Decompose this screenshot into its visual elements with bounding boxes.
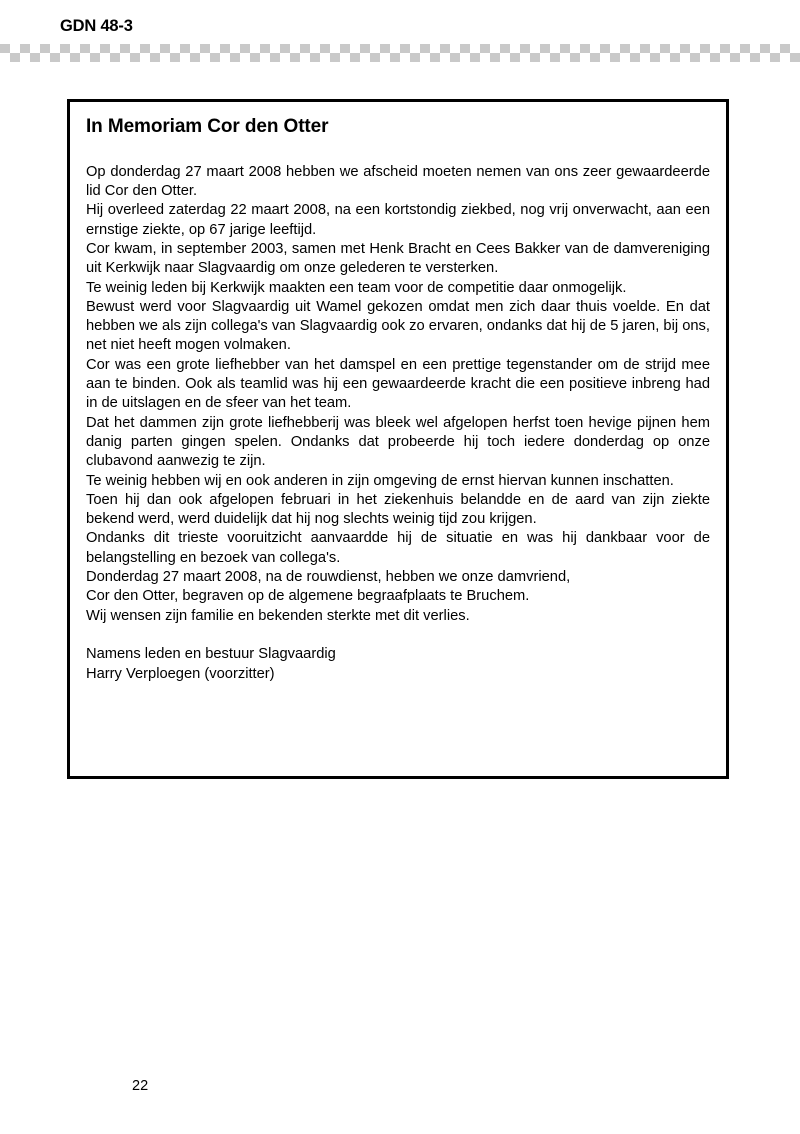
checkerboard-rule-icon (0, 44, 800, 62)
checker-row-bottom (0, 53, 800, 62)
header-title: GDN 48-3 (60, 17, 133, 35)
paragraph: Dat het dammen zijn grote liefhebberij was bleek wel afgelopen herfst toen hevige pijnen hem danig parten gingen spelen. Ondanks dat probeerde hij toch iedere donderdag op onze clubavond aanwezig te zijn. (86, 414, 710, 470)
paragraph: Op donderdag 27 maart 2008 hebben we afscheid moeten nemen van ons zeer gewaardeerde lid Cor den Otter. (86, 163, 710, 200)
paragraph: Toen hij dan ook afgelopen februari in het ziekenhuis belandde en de aard van zijn ziekte bekend werd, werd duidelijk dat hij nog slechts weinig tijd zou krijgen. (86, 491, 710, 528)
page-number: 22 (132, 1078, 149, 1094)
page-header (0, 0, 800, 44)
paragraph-spacer (86, 626, 710, 645)
closing-line: Cor den Otter, begraven op de algemene begraafplaats te Bruchem. (86, 588, 530, 605)
article-content (70, 102, 726, 684)
checker-row-top (0, 44, 800, 53)
paragraph: Hij overleed zaterdag 22 maart 2008, na een kortstondig ziekbed, nog vrij onverwacht, aan een ernstige ziekte, op 67 jarige leeftijd. (86, 202, 710, 238)
closing-line: Donderdag 27 maart 2008, na de rouwdienst, hebben we onze damvriend, (86, 569, 571, 586)
signature-line: Namens leden en bestuur Slagvaardig (86, 646, 336, 663)
article-body (86, 163, 710, 684)
paragraph: Cor kwam, in september 2003, samen met Henk Bracht en Cees Bakker van de damvereniging uit Kerkwijk naar Slagvaardig om onze gelederen te versterken. (86, 240, 710, 277)
signature-line: Harry Verploegen (voorzitter) (86, 665, 275, 682)
paragraph: Ondanks dit trieste vooruitzicht aanvaardde hij de situatie en was hij dankbaar voor de belangstelling en bezoek van collega's. (86, 530, 710, 566)
closing-line: Wij wensen zijn familie en bekenden sterkte met dit verlies. (86, 607, 470, 624)
paragraph: Cor was een grote liefhebber van het damspel en een prettige tegenstander om de strijd mee aan te binden. Ook als teamlid was hij een gewaardeerde kracht die een positieve inbreng had in de uitslagen en de sfeer van het team. (86, 356, 710, 412)
article-box (67, 99, 729, 779)
paragraph: Te weinig hebben wij en ook anderen in zijn omgeving de ernst hiervan kunnen inschatten. (86, 472, 674, 489)
article-title: In Memoriam Cor den Otter (86, 116, 329, 137)
paragraph: Te weinig leden bij Kerkwijk maakten een team voor de competitie daar onmogelijk. (86, 279, 627, 296)
paragraph: Bewust werd voor Slagvaardig uit Wamel gekozen omdat men zich daar thuis voelde. En dat hebben we als zijn collega's van Slagvaardig ook zo ervaren, ondanks dat hij de 5 jaren, bij ons, net niet heeft mogen volmaken. (86, 298, 710, 354)
